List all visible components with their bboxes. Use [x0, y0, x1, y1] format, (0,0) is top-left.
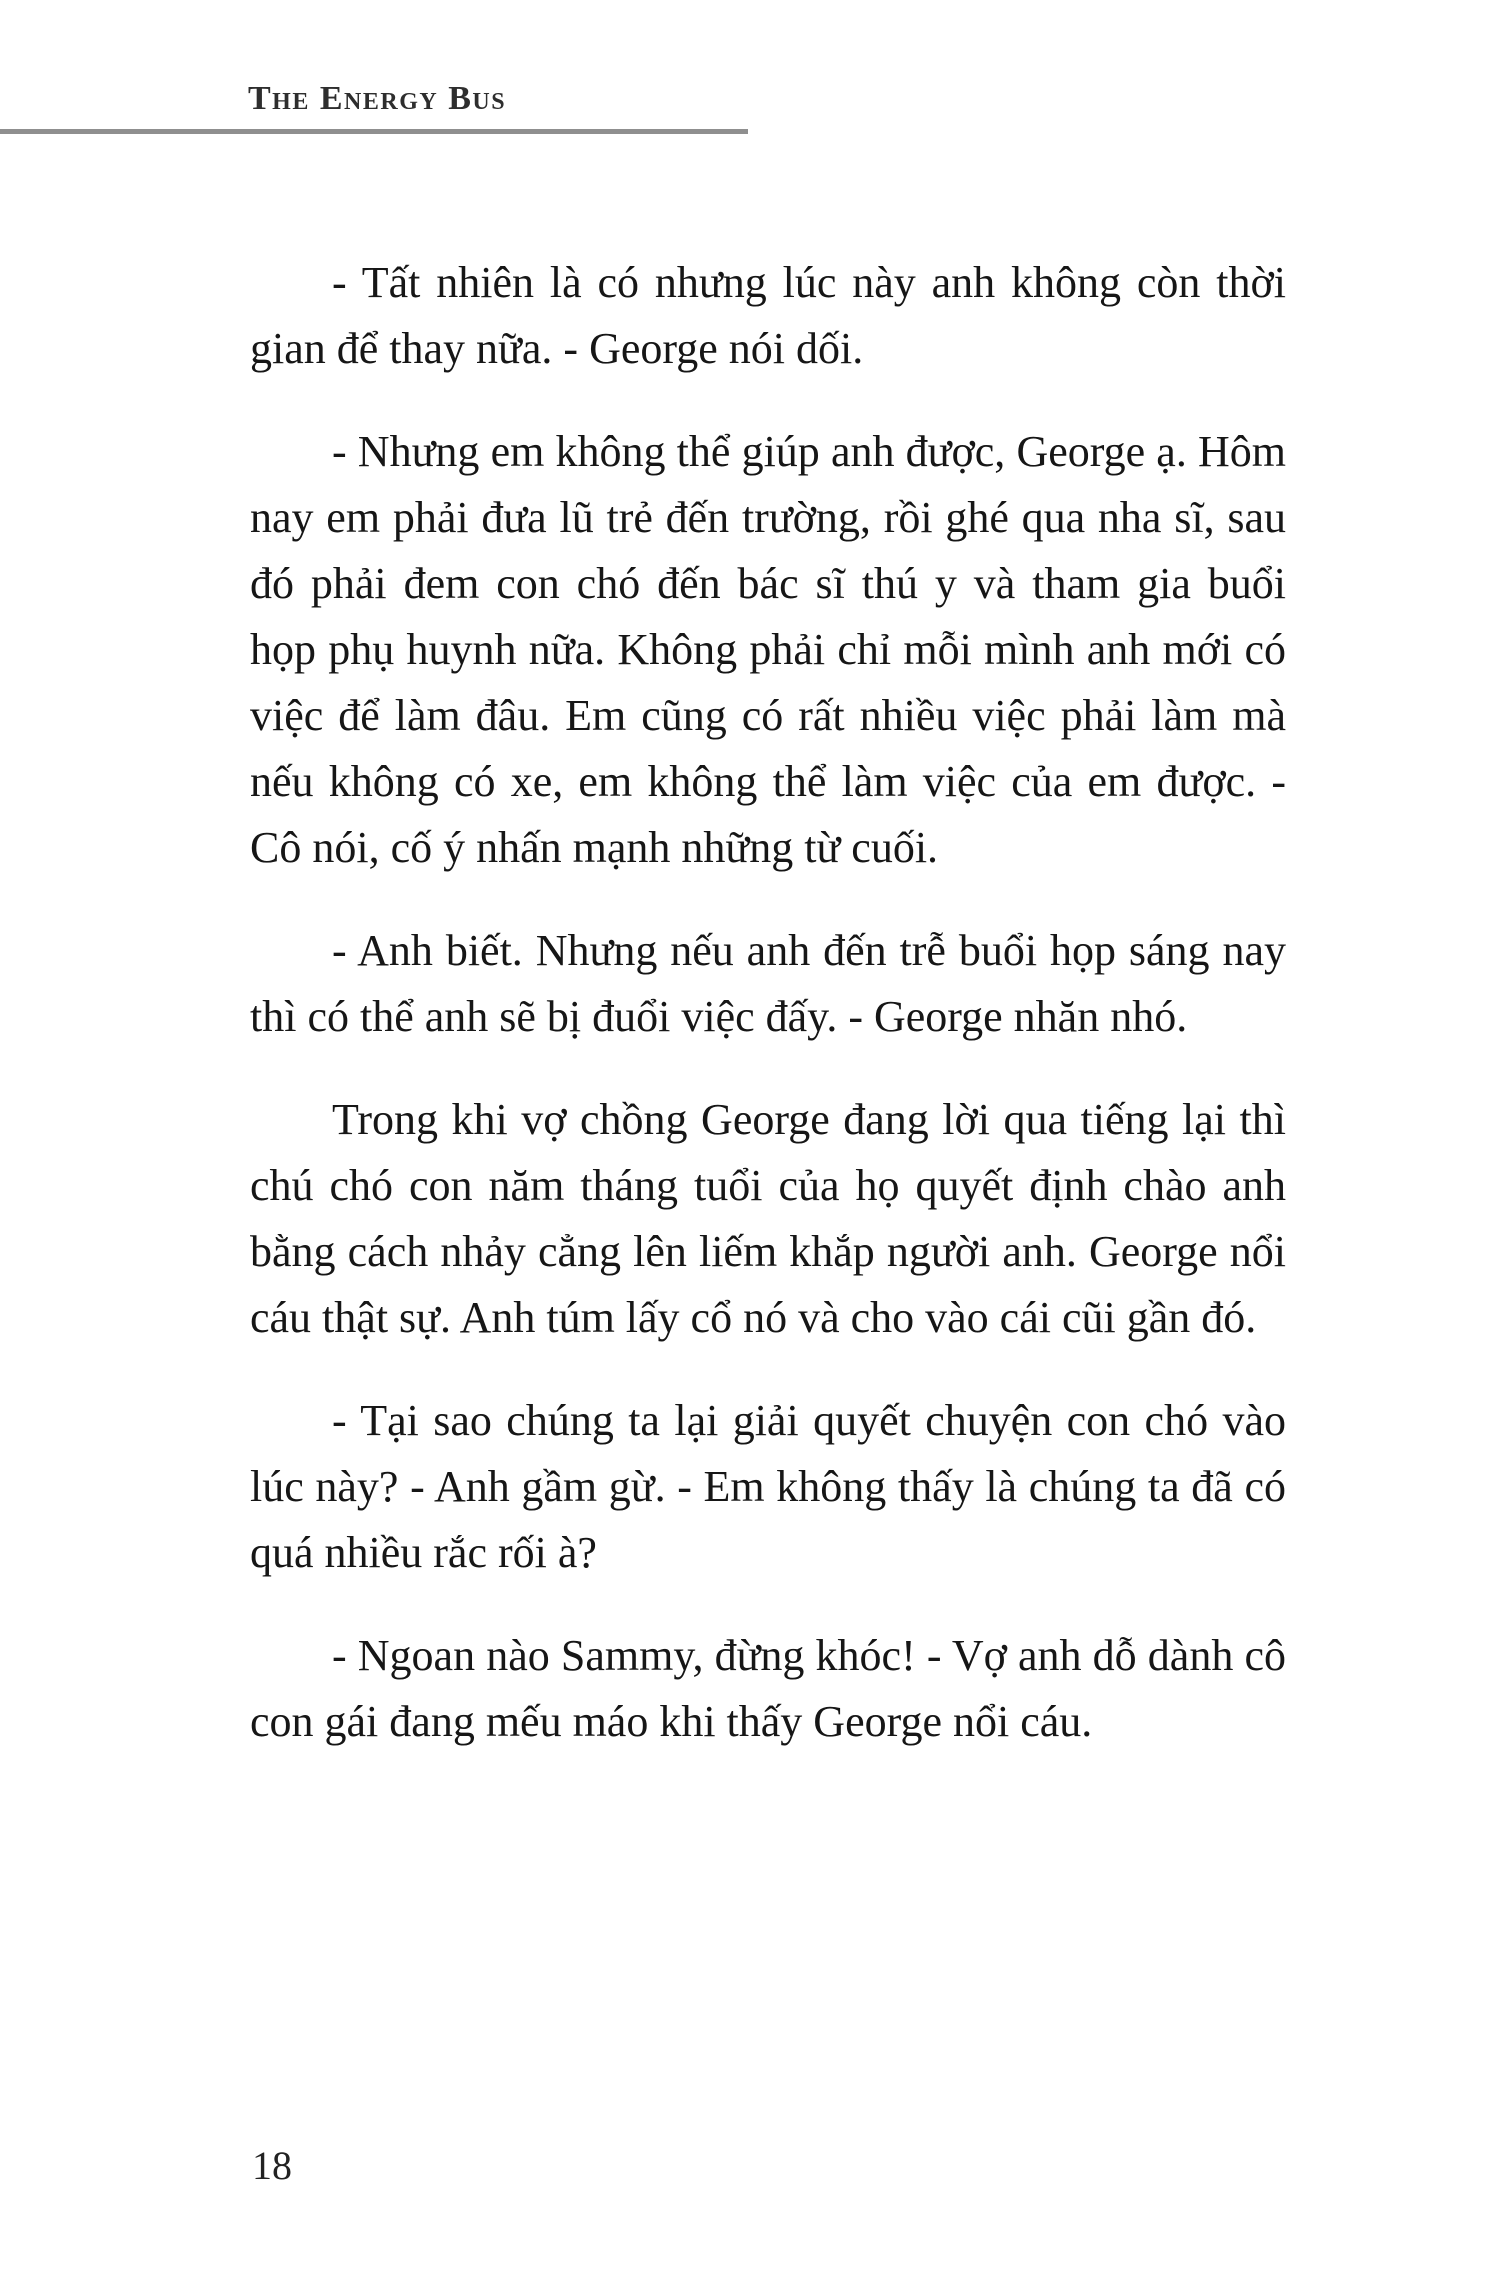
paragraph: - Nhưng em không thể giúp anh được, George ạ. Hôm nay em phải đưa lũ trẻ đến trường, rồi ghé qua nha sĩ, sau đó phải đem con chó đến bác sĩ thú y và tham gia buổi họp phụ huynh nữa. Không phải chỉ mỗi mình anh mới có việc để làm đâu. Em cũng có rất nhiều việc phải làm mà nếu không có xe, em không thể làm việc của em được. - Cô nói, cố ý nhấn mạnh những từ cuối.	[250, 427, 1286, 872]
body-text	[250, 250, 1286, 1792]
header-rule	[0, 129, 748, 134]
paragraph: - Anh biết. Nhưng nếu anh đến trễ buổi họp sáng nay thì có thể anh sẽ bị đuổi việc đấy. - George nhăn nhó.	[250, 926, 1286, 1041]
paragraph: - Ngoan nào Sammy, đừng khóc! - Vợ anh dỗ dành cô con gái đang mếu máo khi thấy George nổi cáu.	[250, 1631, 1286, 1746]
paragraph: - Tại sao chúng ta lại giải quyết chuyện con chó vào lúc này? - Anh gầm gừ. - Em không thấy là chúng ta đã có quá nhiều rắc rối à?	[250, 1396, 1286, 1577]
paragraph: - Tất nhiên là có nhưng lúc này anh không còn thời gian để thay nữa. - George nói dối.	[250, 258, 1286, 373]
paragraph: Trong khi vợ chồng George đang lời qua tiếng lại thì chú chó con năm tháng tuổi của họ quyết định chào anh bằng cách nhảy cẳng lên liếm khắp người anh. George nổi cáu thật sự. Anh túm lấy cổ nó và cho vào cái cũi gần đó.	[250, 1095, 1286, 1342]
page-number: 18	[252, 2143, 292, 2188]
running-header-title: The Energy Bus	[248, 80, 507, 117]
